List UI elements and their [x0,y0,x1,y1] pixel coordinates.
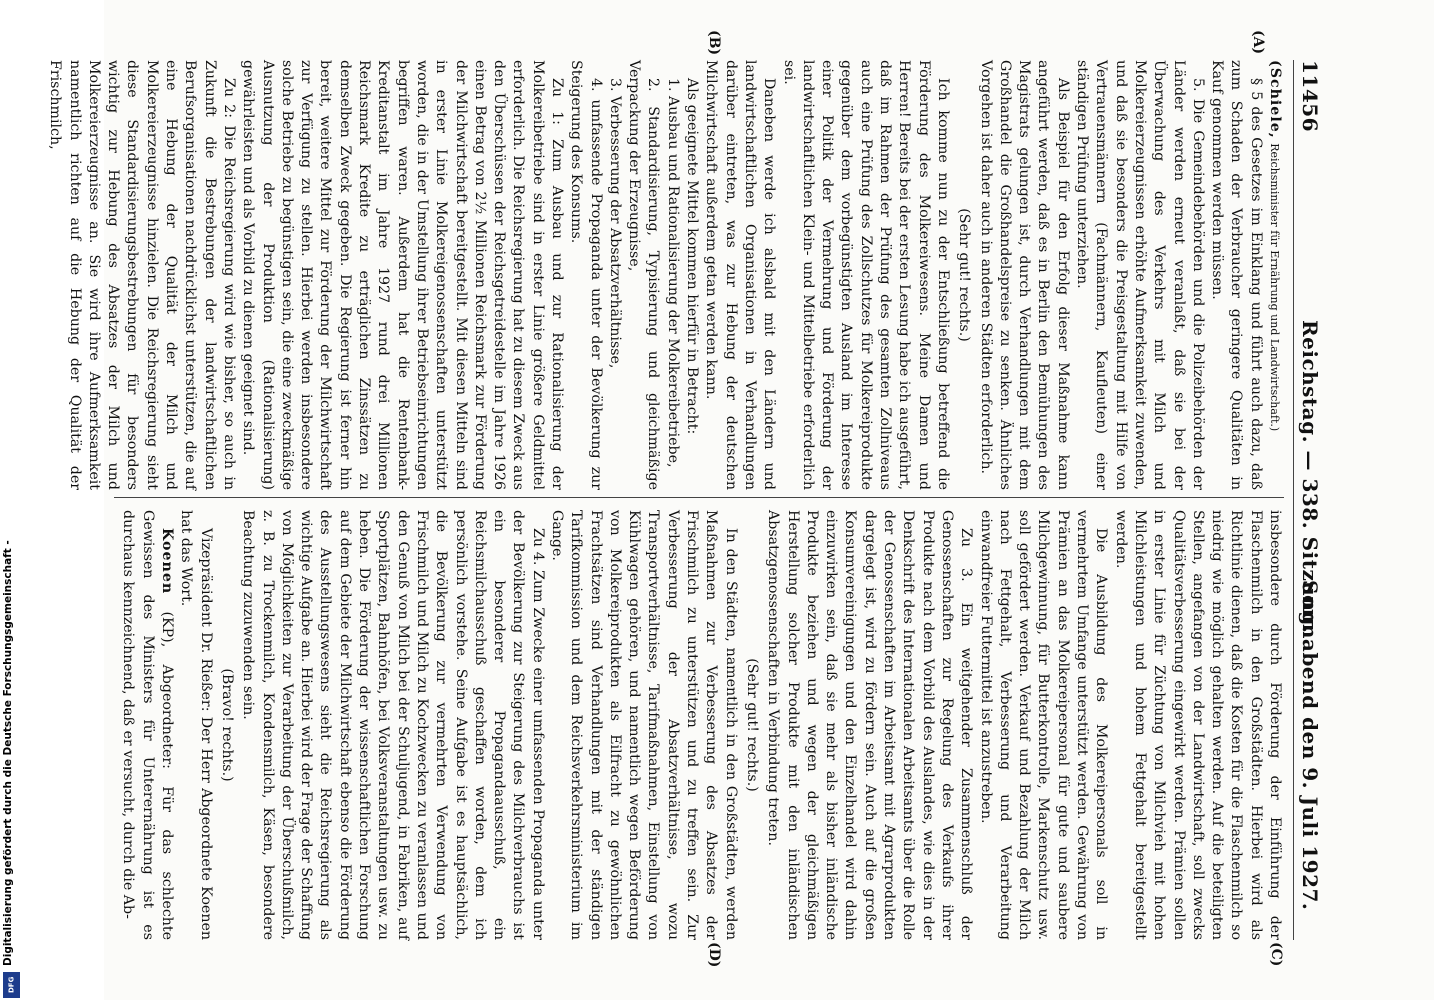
header-date: Sonnabend den 9. Juli 1927. [1298,580,1322,911]
header-title: Reichstag. — 338. Sitzung. [1298,320,1322,634]
paragraph: 5. Die Gemeindebehörden und die Polizeibehörden der Länder werden erneut veranlaßt, daß sie bei der Überwachung des Verkehrs mit Milch und Molkereierzeugnissen erhöhte Aufmerksamkeit zuwenden, und daß sie besonders die Preisgestaltung mit Hilfe von Vertrauensmännern (Fachmännern, Kaufleuten) einer ständigen Prüfung unterziehen. [1074,60,1206,490]
funding-credit: Digitalisierung gefördert durch die Deutsche Forschungsgemeinschaft - [2,540,14,966]
paragraph: § 5 des Gesetzes im Einklang und führt auch dazu, daß zum Schaden der Verbraucher geringere Qualitäten in Kauf genommen werden müssen. [1209,60,1264,490]
applause-note: (Sehr gut! rechts.) [956,208,973,342]
speaker-name: Koenen [159,528,176,595]
list-item: 1. Ausbau und Rationalisierung der Molkereibetriebe, [664,78,681,468]
header-rule [1293,60,1294,940]
paragraph: Zu 4. Zum Zwecke einer umfassenden Propaganda unter der Bevölkerung zur Steigerung des Milchverbrauchs ist ein besonderer Propagandaausschuß, ein Reichsmilchausschuß geschaffen worden, dem ich persönlich vorstehe. Seine Aufgabe ist es hauptsächlich, die Bevölkerung zur vermehrten Verwendung von Frischmilch und Milch zu Kochzwecken zu veranlassen und den Genuß von Milch bei der Schuljugend, in Fabriken, auf Sportplätzen, Bahnhöfen, bei Volksveranstaltungen usw. zu heben. Die Förderung der wissenschaftlichen Forschung auf dem Gebiete der Milchwirtschaft ebenso die Förderung des Ausstellungswesens sieht die Reichsregierung als wichtige Aufgabe an. Hierbei wird der Frage der Schaffung von Möglichkeiten zur Verarbeitung der Überschußmilch, z. B. zu Trockenmilch, Kondensmilch, Käsen, besondere Beachtung zuzuwenden sein. [240,510,546,940]
speaker-role: Reichsminister für Ernährung und Landwirtschaft.) [1268,143,1281,432]
paragraph: Die Ausbildung des Molkereipersonals soll in vermehrtem Umfange unterstützt werden. Gewährung von Prämien an das Molkereipersonal für gute und saubere Milchgewinnung, für Butterkontrolle, Markenschutz usw. soll gefördert werden. Verkauf und Bezahlung der Milch nach Fettgehalt, Verbesserung und Verarbeitung einwandfreier Futtermittel ist anzustreben. [977,510,1110,940]
speaker-line [1265,60,1284,490]
paragraph: Zu 3. Ein weitgehender Zusammenschluß der Genossenschaften zur Regelung des Verkaufs ihrer Produkte nach dem Vorbild des Auslandes, wie dies in der Denkschrift des Internationalen Arbeitsamts über die Rolle der Genossenschaften im Arbeitsamt mit Agrarprodukten dargelegt ist, wird zu fördern sein. Auch auf die großen Konsumvereinigungen und den Einzelhandel wird dahin einzuwirken sein, daß sie mehr als bisher inländische Produkte beziehen und wegen der gleichmäßigen Herstellung solcher Produkte mit den inländischen Absatzgenossenschaften in Verbindung treten. [765,510,975,940]
left-column [47,60,1284,490]
list-item: 2. Standardisierung, Typisierung und gleichmäßige Verpackung der Erzeugnisse, [626,60,662,490]
paragraph: Als Beispiel für den Erfolg dieser Maßnahme kann angeführt werden, daß es in Berlin den Bemühungen des Magistrats gelungen ist, durch Verhandlungen mit dem Großhandel die Großhandelspreise zu senken. Ähnliches Vorgehen ist daher auch in anderen Städten erforderlich. [977,60,1071,490]
column-divider [114,497,1284,498]
scanned-page [47,0,1434,1000]
applause-note: (Sehr gut! rechts.) [743,658,760,792]
paragraph: In den Städten, namentlich in den Großstädten, werden Maßnahmen zur Verbesserung des Absatzes der Frischmilch zu unterstützen und zu treffen sein. Zur Verbesserung der Absatzverhältnisse, wozu Transportverhältnisse, Tarifmaßnahmen, Einstellung von Kühlwagen gehören, und namentlich wegen Beförderung von Molkereiprodukten als Eilfracht zu gewöhnlichen Frachtsätzen sind Verhandlungen mit der ständigen Tarifkommission und dem Reichsverkehrsministerium im Gange. [549,510,739,940]
paragraph: Ich komme nun zu der Entschließung betreffend die Förderung des Molkereiwesens. Meine Damen und Herren! Bereits bei der ersten Lesung habe ich ausgeführt, daß im Rahmen der Prüfung des gesamten Zollniveaus auch eine Prüfung des Zollschutzes für Molkereiprodukte gegenüber dem vorbegünstigten Ausland im Interesse einer Politik der Vermehrung und Förderung der landwirtschaftlichen Klein- und Mittelbetriebe erforderlich sei. [780,60,951,490]
right-column [120,510,1284,940]
paragraph: Als geeignete Mittel kommen hierfür in Betracht: [684,78,701,435]
list-item: 3. Verbesserung der Absatzverhältnisse, [606,78,623,369]
dfg-logo: DFG [3,972,20,998]
paragraph: Zu 2: Die Reichsregierung wird wie bisher, so auch in Zukunft die Bestrebungen der landwirtschaftlichen Berufsorganisationen nachdrücklichst unterstützen, die auf eine Hebung der Qualität der Milch und Molkereierzeugnisse hinzielen. Die Reichsregierung sieht diese Standardisierungsbestrebungen für besonders wichtig zur Hebung des Absatzes der Milch und Molkereierzeugnisse an. Sie wird ihre Aufmerksamkeit namentlich richten auf die Hebung der Qualität der Frischmilch, [47,60,237,490]
paragraph: Zu 1: Zum Ausbau und zur Rationalisierung der Molkereibetriebe sind in erster Linie größere Geldmittel erforderlich. Die Reichsregierung hat zu diesem Zweck aus den Überschüssen der Reichsgetreidestelle im Jahre 1926 einen Betrag von 2½ Millionen Reichsmark zur Förderung der Milchwirtschaft bereitgestellt. Mit diesen Mitteln sind in erster Linie Molkereigenossenschaften unterstützt worden, die in der Umstellung ihrer Betriebseinrichtungen begriffen waren. Außerdem hat die Rentenbank-Kreditanstalt im Jahre 1927 rund drei Millionen Reichsmark Kredite zu erträglichen Zinssätzen zu demselben Zweck gegeben. Die Regierung ist ferner hin bereit, weitere Mittel zur Förderung der Milchwirtschaft zur Verfügung zu stellen. Hierbei werden insbesondere solche Betriebe zu begünstigen sein, die eine zweckmäßige Ausnutzung der Produktion (Rationalisierung) gewährleisten und als Vorbild zu dienen geeignet sind. [240,60,566,490]
margin-marker-c: (C) [1268,942,1284,967]
margin-marker-b: (B) [706,30,722,56]
speaker-name: (Schiele, [1267,60,1283,139]
list-item: 4. umfassende Propaganda unter der Bevölkerung zur Steigerung des Konsums. [568,60,604,490]
margin-marker-d: (D) [706,942,722,968]
dfg-footer [0,540,28,1000]
speaker-text: (KP), Abgeordneter: Für das schlechte Gewissen des Ministers für Unterernährung ist es durchaus kennzeichnend, daß er versucht, durch die Ab- [120,510,176,940]
margin-marker-a: (A) [1250,30,1266,55]
paragraph: Daneben werde ich alsbald mit den Ländern und landwirtschaftlichen Organisationen in Verhandlungen darüber eintreten, was zur Hebung der deutschen Milchwirtschaft außerdem getan werden kann. [703,60,778,490]
speaker-line [118,510,176,940]
paragraph: insbesondere durch Förderung der Einführung der Flaschenmilch in den Großstädten. Hierbei wird als Richtlinie dienen, daß die Kosten für die Flaschenmilch so niedrig wie möglich gehalten werden. Auf die beteiligten Stellen, angefangen von der Landwirtschaft, soll zwecks Qualitätsverbesserung eingewirkt werden. Prämien sollen in erster Linie für Züchtung von Milchvieh mit hohen Milchleistungen und hohem Fettgehalt bereitgestellt werden. [1112,510,1283,940]
page-number: 11456 [1298,60,1322,133]
paragraph: Vizepräsident Dr. Rießer: Der Herr Abgeordnete Koenen hat das Wort. [178,510,214,940]
applause-note: (Bravo! rechts.) [218,668,235,782]
